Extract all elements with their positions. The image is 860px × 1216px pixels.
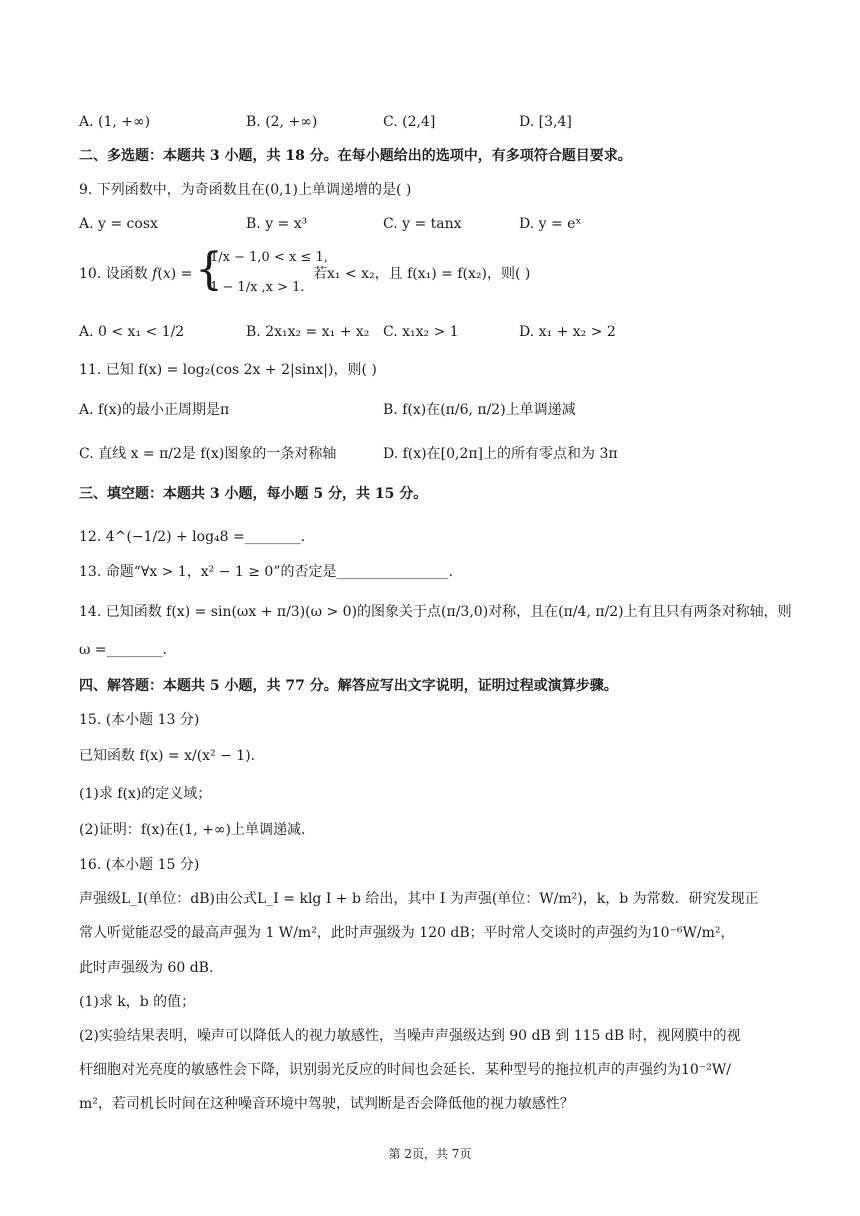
q10-option-d: D. x₁ + x₂ > 2 xyxy=(519,324,616,340)
q16-line-1: 声强级L_I(单位：dB)由公式L_I = klg I + b 给出，其中 I 为声强(单位：W/m²)，k，b 为常数．研究发现正 xyxy=(79,891,759,907)
q9-option-d: D. y = eˣ xyxy=(519,216,582,232)
q15-stem: 已知函数 f(x) = x/(x² − 1). xyxy=(79,748,256,764)
q10-option-b: B. 2x₁x₂ = x₁ + x₂ xyxy=(246,324,370,340)
q15-part-2: (2)证明：f(x)在(1, +∞)上单调递减. xyxy=(79,822,306,838)
q14-line-2: ω =________. xyxy=(79,642,168,658)
q14-line-1: 14. 已知函数 f(x) = sin(ωx + π/3)(ω > 0)的图象关于点(π/3,0)对称，且在(π/4, π/2)上有且只有两条对称轴，则 xyxy=(79,604,792,620)
q9-stem: 9. 下列函数中，为奇函数且在(0,1)上单调递增的是( ) xyxy=(79,182,412,198)
q10-piece-1: 1/x − 1,0 < x ≤ 1, xyxy=(210,250,328,265)
q10-option-a: A. 0 < x₁ < 1/2 xyxy=(79,324,185,340)
q8-option-c: C. (2,4] xyxy=(383,114,436,130)
q9-option-b: B. y = x³ xyxy=(246,216,308,232)
section2-heading: 二、多选题：本题共 3 小题，共 18 分。在每小题给出的选项中，有多项符合题目要求。 xyxy=(79,148,632,164)
q8-option-a: A. (1, +∞) xyxy=(79,114,151,130)
q11-option-a: A. f(x)的最小正周期是π xyxy=(79,402,230,418)
q16-part-1: (1)求 k，b 的值； xyxy=(79,994,196,1010)
q16-part-2-line-1: (2)实验结果表明，噪声可以降低人的视力敏感性，当噪声声强级达到 90 dB 到 115 dB 时，视网膜中的视 xyxy=(79,1028,741,1044)
q15-title: 15. (本小题 13 分) xyxy=(79,712,200,728)
q10-prefix: 10. 设函数 f(x) = xyxy=(79,266,193,282)
q11-option-c: C. 直线 x = π/2是 f(x)图象的一条对称轴 xyxy=(79,446,337,462)
q8-option-d: D. [3,4] xyxy=(519,114,572,130)
q16-line-2: 常人听觉能忍受的最高声强为 1 W/m²，此时声强级为 120 dB；平时常人交谈时的声强约为10⁻⁶W/m²， xyxy=(79,925,735,941)
q11-option-b: B. f(x)在(π/6, π/2)上单调递减 xyxy=(383,402,576,418)
q9-option-c: C. y = tanx xyxy=(383,216,462,232)
q16-part-2-line-2: 杆细胞对光亮度的敏感性会下降，识别弱光反应的时间也会延长．某种型号的拖拉机声的声强约为10⁻²W/ xyxy=(79,1062,731,1078)
q10-option-c: C. x₁x₂ > 1 xyxy=(383,324,459,340)
q9-option-a: A. y = cosx xyxy=(79,216,158,232)
q15-part-1: (1)求 f(x)的定义域； xyxy=(79,786,212,802)
section4-heading: 四、解答题：本题共 5 小题，共 77 分。解答应写出文字说明，证明过程或演算步骤。 xyxy=(79,678,618,694)
q8-option-b: B. (2, +∞) xyxy=(246,114,318,130)
q16-line-3: 此时声强级为 60 dB. xyxy=(79,960,214,976)
section3-heading: 三、填空题：本题共 3 小题，每小题 5 分，共 15 分。 xyxy=(79,486,428,502)
page-footer: 第 2页，共 7页 xyxy=(388,1147,472,1161)
q16-title: 16. (本小题 15 分) xyxy=(79,857,200,873)
q11-stem: 11. 已知 f(x) = log₂(cos 2x + 2|sinx|)，则( ) xyxy=(79,362,377,378)
q10-brace: { xyxy=(195,244,223,295)
q10-suffix: 若x₁ < x₂，且 f(x₁) = f(x₂)，则( ) xyxy=(313,266,531,282)
q11-option-d: D. f(x)在[0,2π]上的所有零点和为 3π xyxy=(383,446,618,462)
q12: 12. 4^(−1/2) + log₄8 =________. xyxy=(79,529,306,545)
q16-part-2-line-3: m²，若司机长时间在这种噪音环境中驾驶，试判断是否会降低他的视力敏感性？ xyxy=(79,1096,574,1112)
q13: 13. 命题“∀x > 1，x² − 1 ≥ 0”的否定是________________. xyxy=(79,564,453,580)
q10-piece-2: 1 − 1/x ,x > 1. xyxy=(210,280,305,295)
